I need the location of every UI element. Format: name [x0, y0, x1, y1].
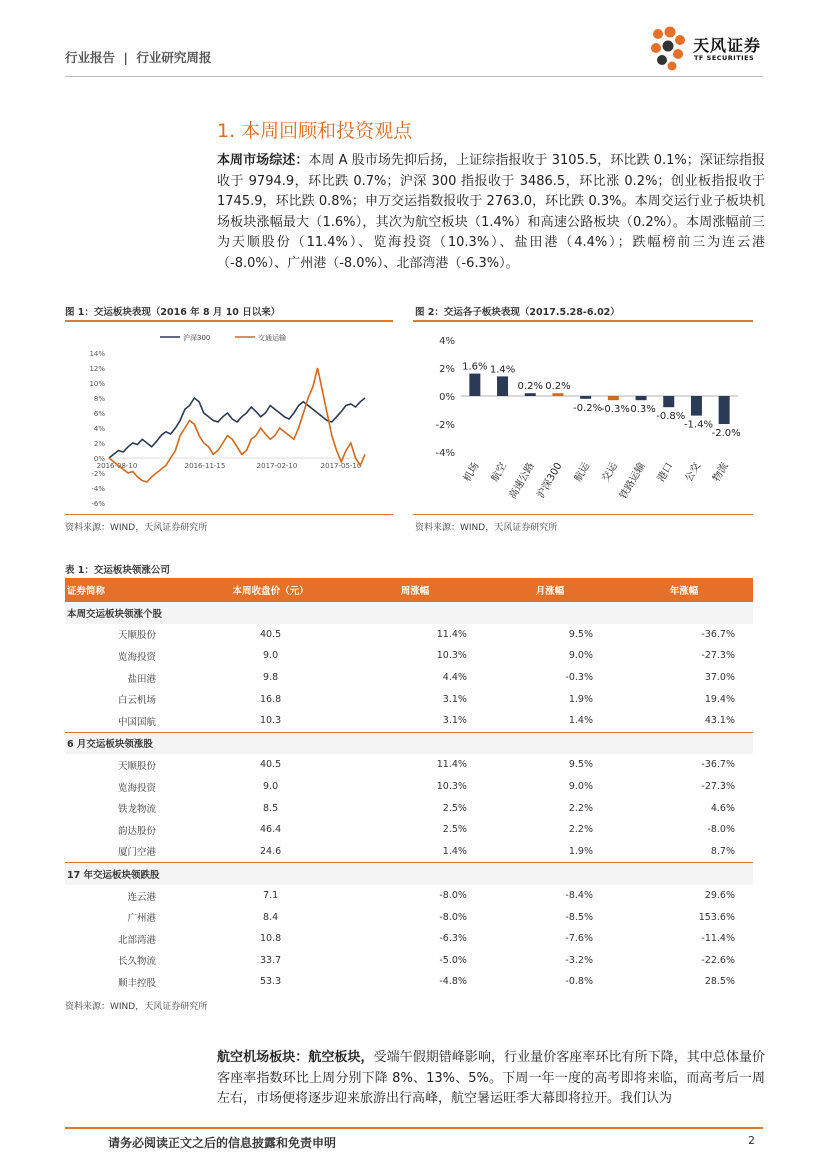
cell-month: 1.4% — [568, 715, 593, 727]
data-label: 1.4% — [489, 364, 516, 376]
category-label: 交运 — [600, 461, 620, 484]
cell-week: 3.1% — [442, 715, 467, 727]
cell-close: 8.4 — [263, 911, 279, 923]
cell-year: -36.7% — [701, 759, 735, 771]
table-row — [65, 645, 753, 667]
cell-month: 9.5% — [568, 759, 593, 771]
table1-header-week: 周涨幅 — [345, 578, 485, 602]
cell-name: 铁龙物流 — [118, 804, 157, 816]
figure2-source: 资料来源：WIND，天风证券研究所 — [415, 523, 558, 533]
data-label: -2.0% — [711, 428, 741, 439]
data-label: -0.8% — [656, 411, 686, 423]
cell-name: 天顺股份 — [118, 760, 157, 772]
table1-header-month: 月涨幅 — [485, 578, 615, 602]
y-tick-label: 8% — [93, 395, 105, 403]
cell-week: 1.4% — [442, 845, 467, 857]
y-tick-label: 6% — [93, 410, 105, 418]
figure1-top-rule — [65, 320, 393, 322]
aviation-body: 受端午假期错峰影响，行业量价客座率环比有所下降，其中总体量价客座率指数环比上周分别下降 8%、13%、5%。下周一年一度的高考即将来临，而高考后一周左右，市场便将逐步迎来旅游出行高峰，航空暑运旺季大幕即将拉开。我们认为 — [217, 1050, 765, 1106]
cell-week: 11.4% — [436, 628, 467, 640]
bar-1 — [497, 376, 508, 396]
cell-close: 40.5 — [260, 759, 282, 771]
y-tick-label: 10% — [89, 380, 105, 388]
cell-year: -11.4% — [701, 933, 735, 945]
table1 — [65, 578, 753, 993]
cell-year: 19.4% — [704, 693, 735, 705]
header-separator: | — [123, 50, 128, 65]
table1-header-year: 年涨幅 — [615, 578, 753, 602]
cell-name: 览海投资 — [118, 651, 157, 663]
x-tick-label: 2016-08-10 — [96, 462, 138, 470]
cell-year: 153.6% — [698, 911, 735, 923]
category-label: 铁路运输 — [618, 461, 648, 502]
cell-week: -8.0% — [439, 890, 467, 902]
data-label: 1.6% — [462, 361, 488, 373]
market-summary-paragraph — [217, 151, 765, 274]
cell-year: -36.7% — [701, 628, 735, 640]
figure1-line-chart — [65, 325, 393, 510]
cell-name: 白云机场 — [118, 695, 157, 707]
cell-week: 2.5% — [442, 824, 467, 836]
cell-year: 43.1% — [704, 715, 735, 727]
y-tick-label: -4% — [91, 485, 105, 493]
report-header — [65, 48, 211, 66]
cell-name: 连云港 — [127, 891, 157, 903]
cell-month: 1.9% — [568, 845, 593, 857]
table-row — [65, 667, 753, 689]
cell-name: 长久物流 — [118, 956, 157, 968]
figure2-top-rule — [413, 320, 753, 322]
y-tick-label: 4% — [93, 425, 105, 433]
legend-label: 交通运输 — [258, 334, 286, 342]
cell-close: 7.1 — [263, 890, 279, 902]
cell-month: -3.2% — [565, 954, 593, 966]
cell-month: -7.6% — [565, 933, 593, 945]
bar-9 — [719, 396, 730, 424]
cell-week: 11.4% — [436, 759, 467, 771]
table1-title: 表 1：交运板块领涨公司 — [65, 565, 170, 576]
table-row — [65, 624, 753, 646]
cell-name: 览海投资 — [118, 782, 157, 794]
cell-month: -0.8% — [565, 976, 593, 988]
doc-type: 行业报告 — [65, 50, 116, 65]
category-label: 公交 — [683, 461, 704, 484]
table-row — [65, 971, 753, 993]
cell-year: 29.6% — [704, 890, 735, 902]
doc-subtype: 行业研究周报 — [136, 50, 212, 65]
bar-3 — [552, 393, 563, 396]
table1-group-label: 17 年交运板块领跌股 — [65, 863, 753, 885]
cell-close: 9.0 — [263, 781, 279, 793]
y-tick-label: 0% — [439, 392, 455, 403]
table1-group-label: 本周交运板块领涨个股 — [65, 602, 753, 624]
cell-week: 2.5% — [442, 802, 467, 814]
y-tick-label: 2% — [439, 364, 455, 375]
cell-name: 盐田港 — [127, 673, 157, 685]
footer-divider — [65, 1127, 763, 1129]
cell-month: 9.0% — [568, 781, 593, 793]
y-tick-label: 14% — [89, 350, 105, 358]
table1-group-row — [65, 863, 753, 885]
cell-week: 10.3% — [436, 650, 467, 662]
cell-year: -27.3% — [701, 650, 735, 662]
cell-name: 中国国航 — [118, 716, 157, 728]
header-divider — [65, 76, 763, 77]
y-tick-label: -6% — [91, 500, 105, 508]
y-tick-label: 0% — [93, 455, 105, 463]
figure2-bar-chart — [413, 325, 753, 513]
logo-sub: TF SECURITIES — [694, 54, 755, 62]
cell-close: 40.5 — [260, 628, 282, 640]
figure1-bottom-rule — [65, 514, 393, 515]
cell-name: 顺丰控股 — [118, 977, 157, 989]
cell-month: 1.9% — [568, 693, 593, 705]
data-label: 0.3% — [630, 404, 656, 416]
figure2-title: 图 2：交运各子板块表现（2017.5.28-6.02） — [415, 307, 620, 318]
cell-week: -4.8% — [439, 976, 467, 988]
section-title: 1. 本周回顾和投资观点 — [217, 120, 413, 142]
bar-7 — [663, 396, 674, 407]
aviation-paragraph — [217, 1048, 765, 1110]
table-row — [65, 928, 753, 950]
figure1-title: 图 1：交运板块表现（2016 年 8 月 10 日以来） — [65, 307, 281, 318]
cell-month: -8.4% — [565, 890, 593, 902]
table1-source: 资料来源：WIND，天风证券研究所 — [65, 1002, 208, 1012]
cell-month: -0.3% — [565, 672, 593, 684]
cell-close: 10.8 — [260, 933, 282, 945]
table-row — [65, 776, 753, 798]
cell-close: 33.7 — [260, 954, 282, 966]
figure2-bottom-rule — [413, 514, 753, 515]
cell-week: 10.3% — [436, 781, 467, 793]
category-label: 物流 — [711, 461, 731, 484]
y-tick-label: -4% — [435, 448, 455, 459]
data-label: -1.4% — [683, 419, 713, 431]
legend-label: 沪深300 — [183, 334, 211, 342]
category-label: 航运 — [572, 461, 593, 484]
table-row — [65, 950, 753, 972]
category-label: 航空 — [489, 461, 510, 484]
table-row — [65, 797, 753, 819]
cell-close: 53.3 — [260, 976, 282, 988]
bar-0 — [469, 374, 480, 396]
table-row — [65, 819, 753, 841]
data-label: -0.2% — [573, 402, 603, 414]
table1-header-name: 证券简称 — [65, 578, 196, 602]
y-tick-label: 2% — [93, 440, 105, 448]
cell-week: -8.0% — [439, 911, 467, 923]
cell-month: 9.0% — [568, 650, 593, 662]
table-row — [65, 754, 753, 776]
table1-header-close: 本周收盘价（元） — [196, 578, 345, 602]
cell-name: 广州港 — [127, 913, 157, 925]
data-label: 0.2% — [517, 381, 543, 393]
bar-4 — [580, 396, 591, 399]
page-number: 2 — [748, 1134, 755, 1147]
cell-year: -22.6% — [701, 954, 735, 966]
table-row — [65, 688, 753, 710]
footer-disclaimer: 请务必阅读正文之后的信息披露和免责申明 — [108, 1136, 337, 1150]
cell-close: 10.3 — [260, 715, 282, 727]
data-label: -0.3% — [600, 404, 630, 416]
cell-week: -6.3% — [439, 933, 467, 945]
cell-year: 37.0% — [704, 672, 735, 684]
cell-year: -8.0% — [707, 824, 735, 836]
cell-year: 8.7% — [710, 845, 735, 857]
table-row — [65, 906, 753, 928]
cell-name: 北部湾港 — [118, 934, 157, 946]
category-label: 高速公路 — [507, 461, 537, 502]
cell-week: -5.0% — [439, 954, 467, 966]
cell-name: 韵达股份 — [118, 825, 157, 837]
x-tick-label: 2017-05-10 — [320, 462, 362, 470]
cell-year: 28.5% — [704, 976, 735, 988]
x-tick-label: 2016-11-15 — [184, 462, 226, 470]
x-tick-label: 2017-02-10 — [256, 462, 298, 470]
cell-name: 天顺股份 — [118, 630, 157, 642]
cell-close: 9.0 — [263, 650, 279, 662]
cell-month: 9.5% — [568, 628, 593, 640]
bar-8 — [691, 396, 702, 416]
y-tick-label: 4% — [439, 336, 455, 347]
y-tick-label: -2% — [435, 420, 455, 431]
cell-year: 4.6% — [710, 802, 735, 814]
logo-name: 天风证券 — [693, 36, 762, 55]
y-tick-label: 12% — [89, 365, 105, 373]
table-row — [65, 885, 753, 907]
figure1-source: 资料来源：WIND，天风证券研究所 — [65, 523, 208, 533]
y-tick-label: -2% — [91, 470, 105, 478]
cell-close: 16.8 — [260, 693, 282, 705]
cell-name: 厦门空港 — [118, 847, 157, 859]
cell-year: -27.3% — [701, 781, 735, 793]
table1-header-row — [65, 578, 753, 602]
category-label: 机场 — [461, 461, 482, 484]
market-summary-body: 本周 A 股市场先抑后扬，上证综指报收于 3105.5，环比跌 0.1%；深证综指报收于 9794.9，环比跌 0.7%；沪深 300 指报收于 3486.5，环比涨 0.2%；创业板指报收于 1745.9，环比跌 0.8%；申万交运指数报收于 2763.0，环比跌 0.3%。本周交运行业子板块机场板块涨幅最大（1.6%），其次为航空板块（1.4%）和高速公路板块（0.2%）。本周涨幅前三为天顺股份（11.4%）、览海投资（10.3%）、盐田港（4.4%）；跌幅榜前三为连云港（-8.0%）、广州港（-8.0%）、北部湾港（-6.3%）。 — [217, 153, 765, 271]
category-label: 沪深300 — [535, 461, 565, 501]
cell-close: 8.5 — [263, 802, 279, 814]
cell-close: 24.6 — [260, 845, 282, 857]
table-row — [65, 710, 753, 732]
cell-close: 9.8 — [263, 672, 279, 684]
bar-6 — [636, 396, 647, 400]
cell-month: 2.2% — [568, 802, 593, 814]
bar-2 — [525, 393, 536, 396]
market-summary-lead: 本周市场综述： — [217, 153, 309, 168]
table1-group-label: 6 月交运板块领涨股 — [65, 732, 753, 754]
cell-month: 2.2% — [568, 824, 593, 836]
category-label: 港口 — [655, 461, 676, 484]
cell-week: 4.4% — [442, 672, 467, 684]
table1-group-row — [65, 602, 753, 624]
table-row — [65, 841, 753, 863]
aviation-lead: 航空机场板块：航空板块， — [217, 1050, 374, 1065]
cell-close: 46.4 — [260, 824, 282, 836]
cell-month: -8.5% — [565, 911, 593, 923]
data-label: 0.2% — [545, 381, 571, 393]
cell-week: 3.1% — [442, 693, 467, 705]
table1-group-row — [65, 732, 753, 754]
bar-5 — [608, 396, 619, 400]
